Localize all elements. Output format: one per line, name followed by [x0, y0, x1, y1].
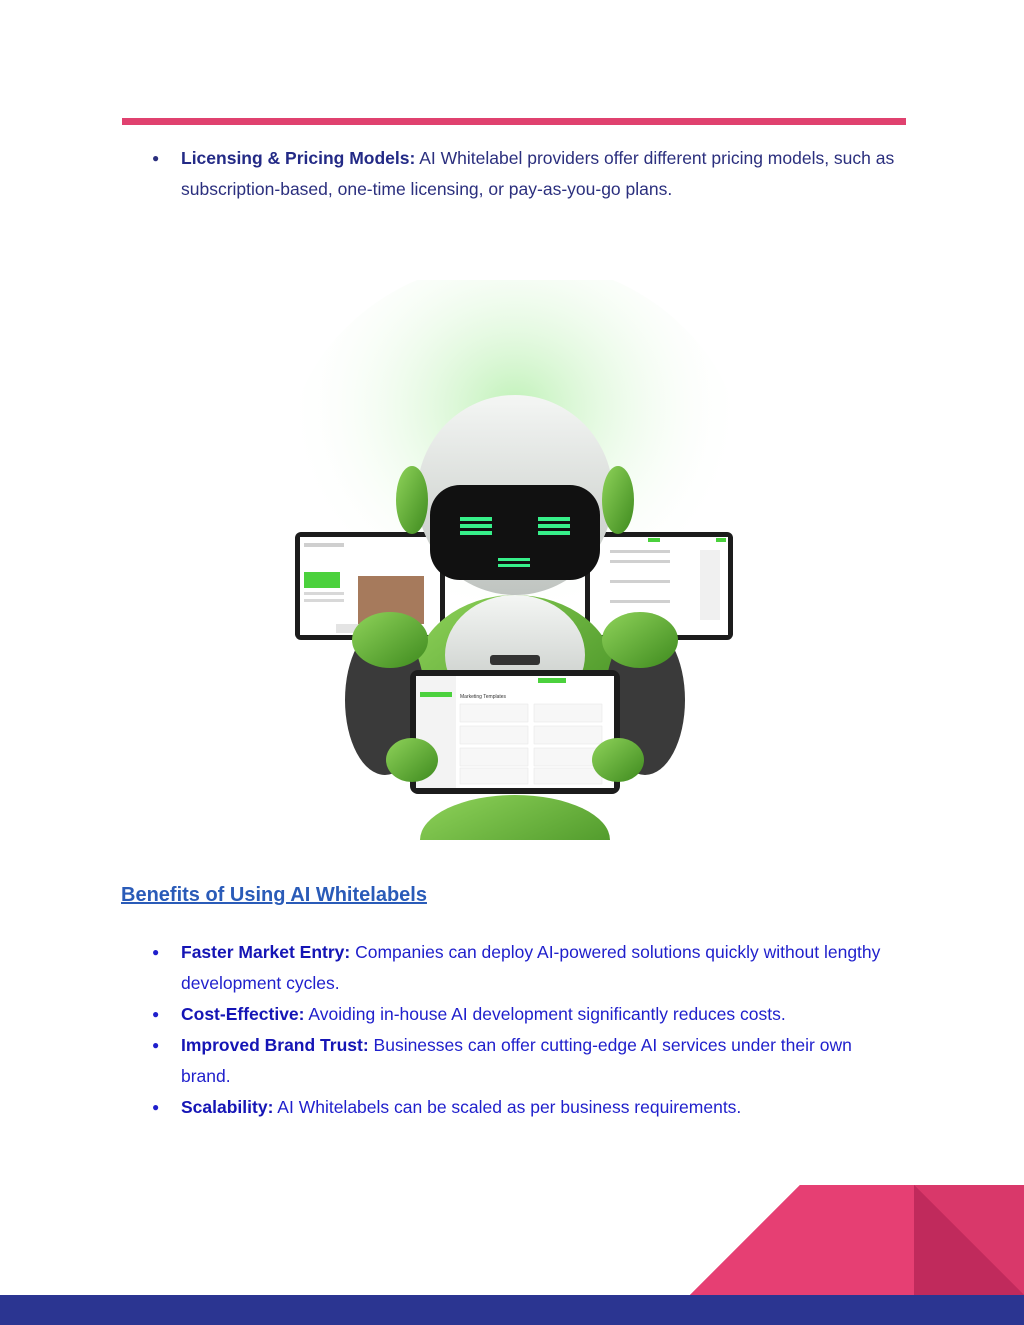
bullet-icon: ●: [152, 1038, 160, 1052]
top-accent-rule: [122, 118, 906, 125]
list-item: [152, 143, 901, 205]
tablet: [410, 670, 620, 794]
intro-bullet-list: [152, 143, 901, 205]
bullet-text: Businesses can offer cutting-edge AI services under their own brand.: [181, 1035, 852, 1086]
section-heading: Benefits of Using AI Whitelabels: [121, 884, 427, 906]
bullet-icon: ●: [152, 151, 160, 165]
list-item: [152, 1092, 893, 1123]
footer-bar: [0, 1295, 1024, 1325]
bullet-icon: ●: [152, 1100, 160, 1114]
bullet-term: Faster Market Entry:: [181, 942, 351, 962]
list-item: [152, 999, 893, 1030]
benefits-bullet-list: [152, 937, 893, 1123]
bullet-text: Avoiding in-house AI development significantly reduces costs.: [304, 1004, 786, 1024]
corner-decoration: [690, 1185, 1024, 1295]
bullet-term: Cost-Effective:: [181, 1004, 305, 1024]
list-item: [152, 937, 893, 999]
bullet-term: Scalability:: [181, 1097, 274, 1117]
bullet-text: Companies can deploy AI-powered solutions quickly without lengthy development cycles.: [181, 942, 881, 993]
robot-illustration: [280, 280, 750, 840]
bullet-text: AI Whitelabels can be scaled as per business requirements.: [273, 1097, 742, 1117]
bullet-text: AI Whitelabel providers offer different pricing models, such as subscription-based, one-time licensing, or pay-as-you-go plans.: [181, 148, 895, 199]
bullet-term: Improved Brand Trust:: [181, 1035, 369, 1055]
bullet-term: Licensing & Pricing Models:: [181, 148, 416, 168]
bullet-icon: ●: [152, 945, 160, 959]
bullet-icon: ●: [152, 1007, 160, 1021]
list-item: [152, 1030, 893, 1092]
tablet-heading: Marketing Templates: [460, 694, 507, 700]
